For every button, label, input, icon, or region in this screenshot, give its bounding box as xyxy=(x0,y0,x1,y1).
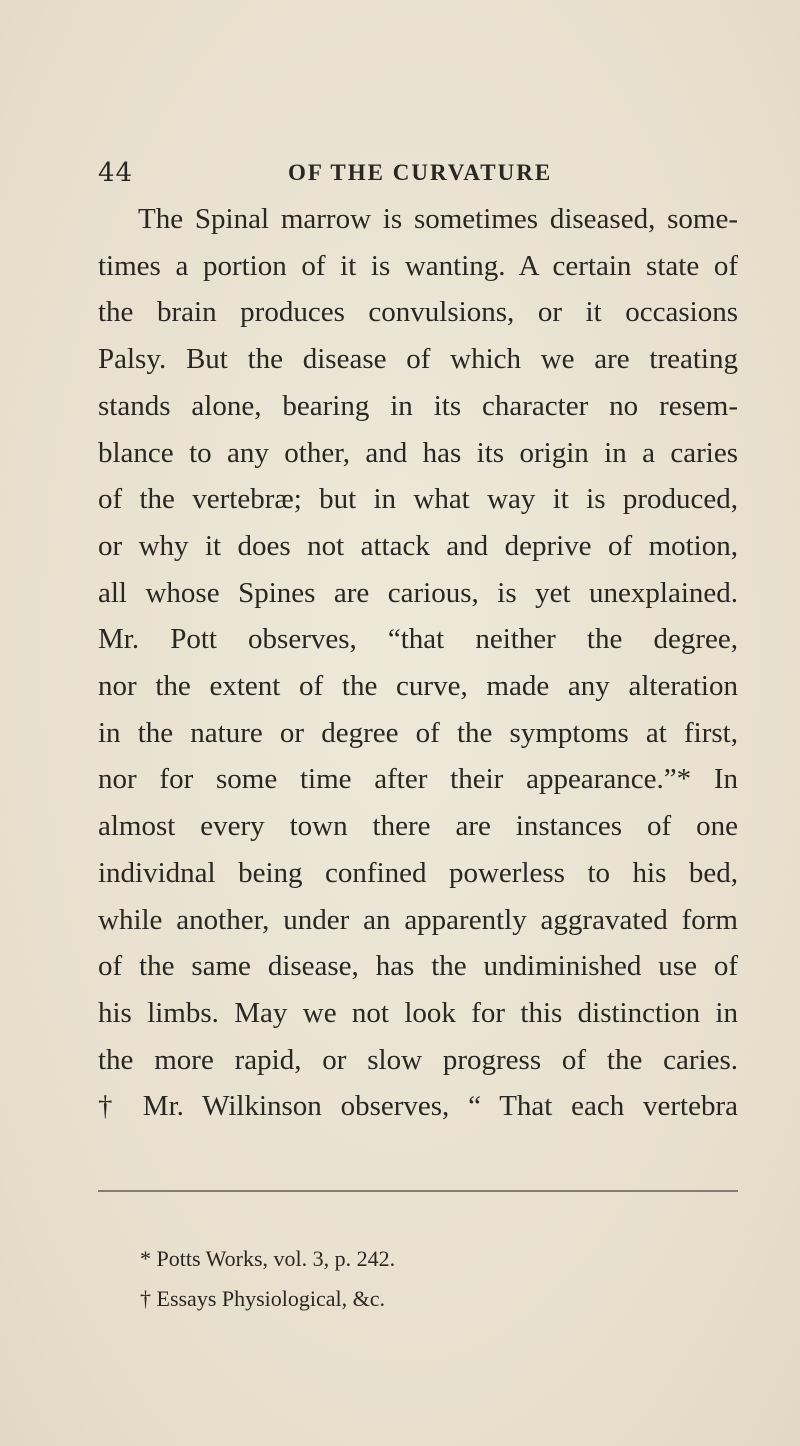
text-line: Palsy. But the disease of which we are treating xyxy=(98,343,738,375)
footnote-divider xyxy=(98,1190,738,1192)
text-line: individnal being confined powerless to his bed, xyxy=(98,857,738,889)
text-line: nor for some time after their appearance.”* In xyxy=(98,763,738,795)
page-number: 44 xyxy=(98,158,134,188)
text-line: † Mr. Wilkinson observes, “ That each vertebra xyxy=(98,1090,738,1122)
footnote: * Potts Works, vol. 3, p. 242. xyxy=(140,1246,396,1271)
running-head: OF THE CURVATURE xyxy=(288,160,553,185)
footnote: † Essays Physiological, &c. xyxy=(140,1286,386,1311)
text-line: of the same disease, has the undiminished use of xyxy=(98,950,738,982)
text-line: in the nature or degree of the symptoms at first, xyxy=(98,717,738,749)
text-line: all whose Spines are carious, is yet unexplained. xyxy=(98,577,738,609)
text-line: his limbs. May we not look for this distinction in xyxy=(98,997,738,1029)
text-line: nor the extent of the curve, made any alteration xyxy=(98,670,738,702)
text-line: the brain produces convulsions, or it occasions xyxy=(98,296,738,328)
text-line: Mr. Pott observes, “that neither the degree, xyxy=(98,623,738,655)
text-line: the more rapid, or slow progress of the caries. xyxy=(98,1044,738,1076)
text-line: stands alone, bearing in its character no resem- xyxy=(98,390,738,422)
text-line: blance to any other, and has its origin in a caries xyxy=(98,437,738,469)
text-line: or why it does not attack and deprive of motion, xyxy=(98,530,738,562)
text-line: almost every town there are instances of one xyxy=(98,810,738,842)
text-line: times a portion of it is wanting. A certain state of xyxy=(98,250,738,282)
text-line: of the vertebræ; but in what way it is produced, xyxy=(98,483,738,515)
text-line: while another, under an apparently aggravated form xyxy=(98,904,738,936)
page-header xyxy=(98,158,718,198)
text-line: The Spinal marrow is sometimes diseased, some- xyxy=(138,203,738,235)
